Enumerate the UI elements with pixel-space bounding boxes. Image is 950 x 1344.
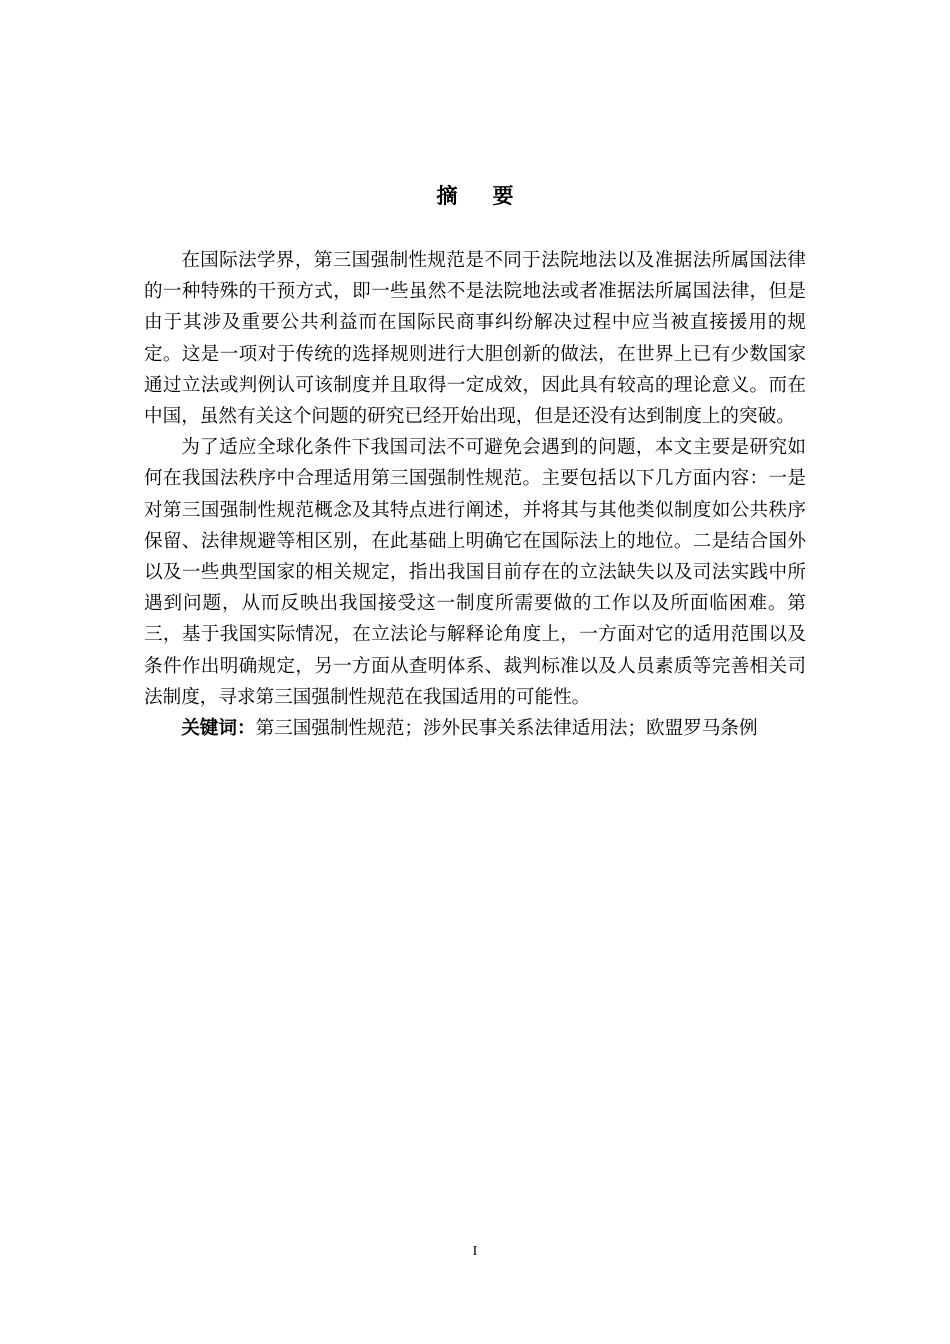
keywords-label: 关键词：: [181, 718, 256, 740]
keywords-text: 第三国强制性规范；涉外民事关系法律适用法；欧盟罗马条例: [255, 718, 758, 740]
page-number: I: [472, 1244, 478, 1259]
keywords-line: [144, 713, 806, 744]
abstract-paragraph-1: 在国际法学界，第三国强制性规范是不同于法院地法以及准据法所属国法律的一种特殊的干预方式，即一些虽然不是法院地法或者准据法所属国法律，但是由于其涉及重要公共利益而在国际民商事纠纷解决过程中应当被直接援用的规定。这是一项对于传统的选择规则进行大胆创新的做法，在世界上已有少数国家通过立法或判例认可该制度并且取得一定成效，因此具有较高的理论意义。而在中国，虽然有关这个问题的研究已经开始出现，但是还没有达到制度上的突破。: [144, 250, 806, 428]
abstract-body: [144, 245, 806, 744]
abstract-paragraph-2: 为了适应全球化条件下我国司法不可避免会遇到的问题，本文主要是研究如何在我国法秩序中合理适用第三国强制性规范。主要包括以下几方面内容：一是对第三国强制性规范概念及其特点进行阐述，并将其与其他类似制度如公共秩序保留、法律规避等相区别，在此基础上明确它在国际法上的地位。二是结合国外以及一些典型国家的相关规定，指出我国目前存在的立法缺失以及司法实践中所遇到问题，从而反映出我国接受这一制度所需要做的工作以及所面临困难。第三，基于我国实际情况，在立法论与解释论角度上，一方面对它的适用范围以及条件作出明确规定，另一方面从查明体系、裁判标准以及人员素质等完善相关司法制度，寻求第三国强制性规范在我国适用的可能性。: [144, 437, 806, 708]
page-title: 摘要: [436, 184, 549, 208]
